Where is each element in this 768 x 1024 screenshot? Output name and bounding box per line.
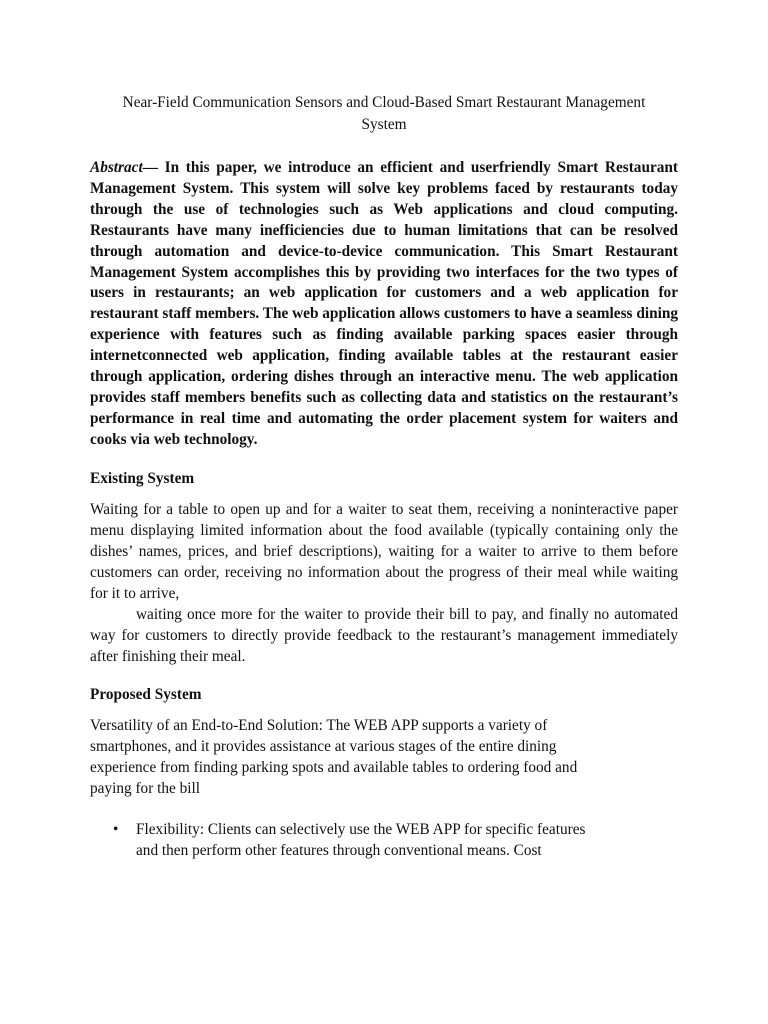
document-page (90, 92, 678, 861)
proposed-system-heading: Proposed System (90, 685, 202, 703)
paper-title: Near-Field Communication Sensors and Cloud-Based Smart Restaurant Management System (122, 94, 646, 133)
abstract-paragraph (90, 158, 678, 451)
abstract-dash: — (142, 159, 158, 176)
bullet-line: Flexibility: Clients can selectively use the WEB APP for specific features (136, 820, 586, 838)
proposed-line: paying for the bill (90, 779, 201, 797)
bullet-marker: • (113, 820, 119, 838)
existing-system-paragraph-2: waiting once more for the waiter to provide their bill to pay, and finally no automated way for customers to directly provide feedback to the restaurant’s management immediately after finishing their meal. (90, 605, 678, 665)
bullet-item-flexibility (90, 819, 678, 861)
abstract-text: In this paper, we introduce an efficient and userfriendly Smart Restaurant Management System. This system will solve key problems faced by restaurants today through the use of technologies such as Web applications and cloud computing. Restaurants have many inefficiencies due to human limitations that can be resolved through automation and device-to-device communication. This Smart Restaurant Management System accomplishes this by providing two interfaces for the two types of users in restaurants; an web application for customers and a web application for restaurant staff members. The web application allows customers to have a seamless dining experience with features such as finding available parking spaces easier through internetconnected web application, finding available tables at the restaurant easier through application, ordering dishes through an interactive menu. The web application provides staff members benefits such as collecting data and statistics on the restaurant’s performance in real time and automating the order placement system for waiters and cooks via web technology. (90, 159, 678, 448)
bullet-line: and then perform other features through conventional means. Cost (136, 841, 542, 859)
abstract-label: Abstract (90, 159, 143, 176)
proposed-line: smartphones, and it provides assistance at various stages of the entire dining (90, 737, 557, 755)
existing-system-paragraph-1: Waiting for a table to open up and for a waiter to seat them, receiving a noninteractive paper menu displaying limited information about the food available (typically containing only the dishes’ names, prices, and brief descriptions), waiting for a waiter to arrive to them before customers can order, receiving no information about the progress of their meal while waiting for it to arrive, (90, 500, 678, 602)
proposed-bullet-list (90, 819, 678, 861)
proposed-line: Versatility of an End-to-End Solution: The WEB APP supports a variety of (90, 716, 548, 734)
existing-system-heading: Existing System (90, 469, 195, 487)
existing-system-body (90, 499, 678, 667)
proposed-system-body (90, 715, 678, 799)
proposed-line: experience from finding parking spots and available tables to ordering food and (90, 758, 578, 776)
